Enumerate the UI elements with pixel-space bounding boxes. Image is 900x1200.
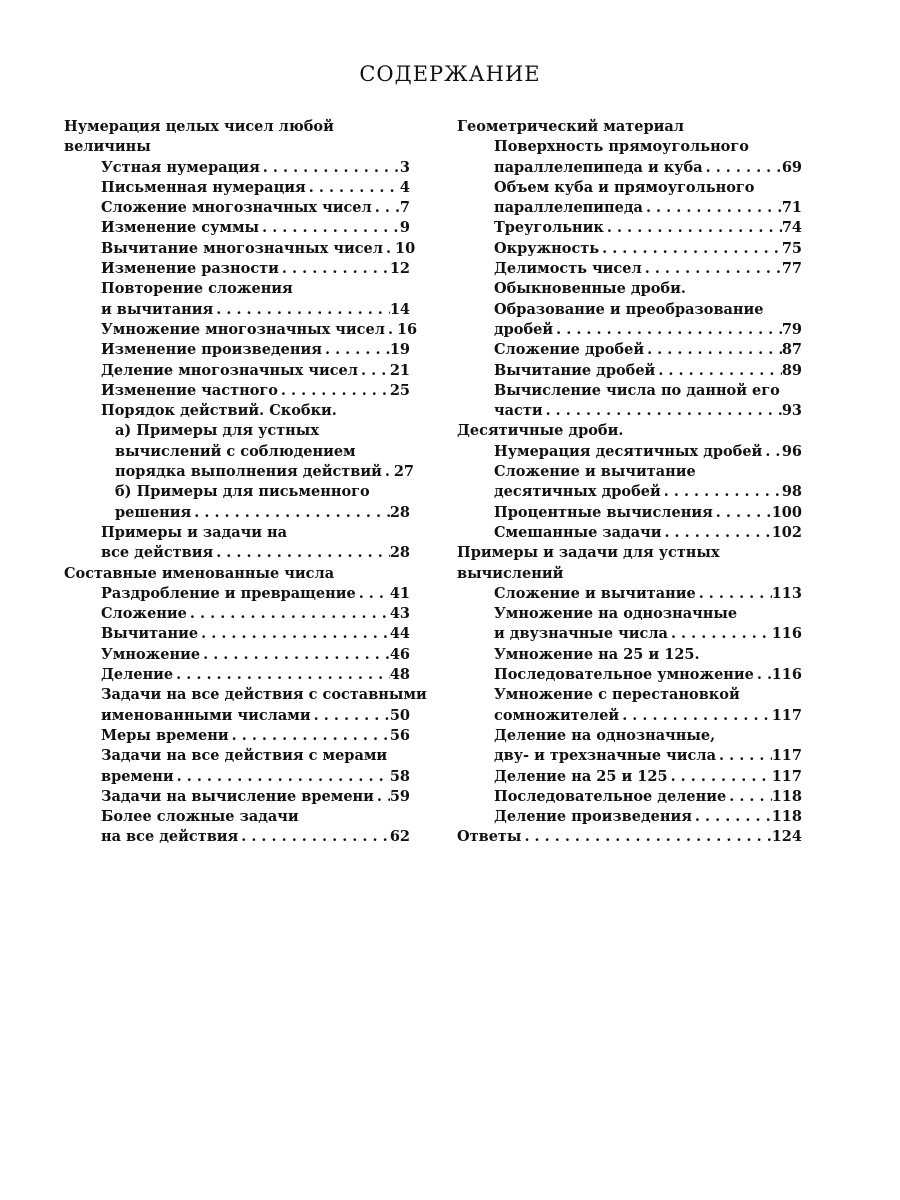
toc-page-number: 87 [781,341,802,359]
toc-entry [64,259,410,279]
dot-leader [311,706,390,726]
toc-entry-title: именованными числами [101,706,311,724]
toc-entry-title: Примеры и задачи для устных [457,544,720,562]
toc-entry-title: Сложение и вычитание [494,463,696,481]
toc-entry [457,340,802,360]
page-title: СОДЕРЖАНИЕ [359,62,541,86]
toc-entry-title: Умножение [101,645,201,663]
toc-entry-title: и двузначные числа [494,625,668,643]
dot-leader [356,584,390,604]
toc-page-number: 89 [781,361,802,379]
dot-leader [260,158,400,178]
toc-entry [457,178,802,219]
toc-section-heading [64,564,410,584]
toc-entry-title: Составные именованные числа [64,564,335,582]
toc-entry [64,746,410,787]
toc-entry-title: Деление на 25 и 125 [494,767,668,785]
toc-entry-title: вычислений [457,564,564,582]
toc-page-number: 28 [389,544,410,562]
toc-entry-title: Нумерация целых чисел любой [64,118,334,135]
toc-entry-title: Объем куба и прямоугольного [494,178,755,196]
toc-page-number: 16 [396,320,418,338]
toc-page-number: 14 [389,300,410,318]
toc-entry-title: Письменная нумерация [101,178,306,196]
toc-page-number: 28 [389,503,410,521]
toc-page-number: 62 [389,828,410,846]
dot-leader [696,584,772,604]
toc-entry-title: параллелепипеда [494,199,643,217]
toc-entry-title: Десятичные дроби. [457,422,624,440]
dot-leader [229,726,390,746]
dot-leader [322,340,390,360]
toc-entry-title: Процентные вычисления [494,503,713,521]
toc-entry-title: Геометрический материал [457,118,685,135]
toc-page-number: 118 [771,787,802,805]
toc-entry-title: Сложение дробей [494,341,645,359]
toc-page-number: 117 [771,747,802,765]
toc-page-number: 46 [389,645,410,663]
dot-leader [619,706,772,726]
toc-entry-title: Окружность [494,239,600,257]
dot-leader [372,198,400,218]
dot-leader [716,746,772,766]
toc-page-number: 98 [781,483,802,501]
dot-leader [521,827,771,847]
dot-leader [655,361,782,381]
toc-entry-title: Раздробление и превращение [101,584,356,602]
dot-leader [553,320,782,340]
toc-entry [457,279,802,299]
toc-entry-title: Изменение разности [101,260,279,278]
dot-leader [703,158,782,178]
toc-entry-title: Вычисление числа по данной его [494,381,780,399]
dot-leader [200,645,390,665]
toc-page-number: 10 [394,239,416,257]
dot-leader [383,239,395,259]
toc-entry-title: Ответы [457,828,522,846]
toc-entry-title: и вычитания [101,300,214,318]
toc-column-left [64,117,427,848]
toc-entry-title: вычислений с соблюдением [115,442,356,460]
dot-leader [174,767,390,787]
toc-entry [64,482,410,523]
toc-entry-title: а) Примеры для устных [115,422,319,440]
toc-entry-title: десятичных дробей [494,483,661,501]
toc-entry [457,523,802,543]
toc-entry [64,401,410,421]
toc-entry [457,645,802,665]
toc-page-number: 4 [399,178,410,196]
toc-page-number: 21 [389,361,410,379]
toc-entry-title: Изменение суммы [101,219,260,237]
toc-entry [64,787,410,807]
toc-section-heading [457,543,802,584]
toc-page-number: 9 [399,219,410,237]
dot-leader [726,787,772,807]
toc-page-number: 50 [389,706,410,724]
toc-entry-title: Нумерация десятичных дробей [494,442,763,460]
toc-page-number: 74 [781,219,802,237]
toc-entry [457,462,802,503]
toc-page-number: 48 [389,666,410,684]
dot-leader [385,320,397,340]
dot-leader [661,482,782,502]
toc-entry-title: Сложение многозначных чисел [101,199,372,217]
toc-page-number: 27 [393,463,415,481]
toc-page-number: 56 [389,726,410,744]
dot-leader [762,442,781,462]
toc-page-number: 7 [399,199,410,217]
dot-leader [213,300,390,320]
toc-page-number: 25 [389,381,410,399]
toc-entry-title: дву- и трехзначные числа [494,747,716,765]
toc-entry [457,442,802,462]
toc-entry [64,604,410,624]
toc-entry-title: Смешанные задачи [494,523,662,541]
toc-entry-title: Обыкновенные дроби. [494,280,686,298]
dot-leader [668,624,772,644]
toc-entry-title: Умножение многозначных чисел [101,320,385,338]
toc-entry [64,178,410,198]
toc-page-number: 116 [771,666,802,684]
toc-entry [457,584,802,604]
toc-entry-title: Задачи на вычисление времени [101,787,374,805]
toc-entry-title: Сложение и вычитание [494,584,696,602]
toc-entry-title: Делимость чисел [494,260,642,278]
toc-page-number: 117 [771,767,802,785]
toc-section-heading [457,421,802,441]
toc-entry-title: Последовательное умножение [494,666,754,684]
dot-leader [599,239,782,259]
toc-entry [64,340,410,360]
toc-entry [64,279,410,320]
dot-leader [692,807,772,827]
toc-page-number: 71 [781,199,802,217]
toc-page-number: 12 [389,260,410,278]
toc-entry [457,300,802,341]
dot-leader [306,178,400,198]
toc-page-number: 93 [781,402,802,420]
dot-leader [358,361,390,381]
toc-entry-title: Устная нумерация [101,158,260,176]
dot-leader [754,665,772,685]
toc-page-number: 3 [399,158,410,176]
toc-page-number: 96 [781,442,802,460]
toc-entry [457,767,802,787]
toc-entry-title: решения [115,503,192,521]
toc-page-number: 75 [781,239,802,257]
toc-entry-title: Последовательное деление [494,787,727,805]
toc-entry [457,604,802,645]
dot-leader [173,665,390,685]
dot-leader [191,503,390,523]
toc-entry-title: Вычитание дробей [494,361,656,379]
toc-entry [64,320,418,340]
toc-page-number: 116 [771,625,802,643]
toc-entry [457,259,802,279]
dot-leader [668,767,772,787]
toc-entry-title: на все действия [101,828,239,846]
toc-page-number: 100 [771,503,802,521]
dot-leader [644,340,782,360]
toc-page-number: 19 [389,341,410,359]
toc-entry [457,665,802,685]
dot-leader [259,218,400,238]
dot-leader [278,381,390,401]
toc-entry [64,198,410,218]
dot-leader [643,198,782,218]
toc-entry-title: все действия [101,544,214,562]
toc-section-heading [457,117,802,137]
dot-leader [604,218,782,238]
dot-leader [238,827,390,847]
toc-entry-title: б) Примеры для письменного [115,483,370,501]
toc-section-heading [457,827,802,847]
toc-entry-title: Порядок действий. Скобки. [101,402,337,420]
toc-section-heading [64,117,410,158]
toc-entry-title: Более сложные задачи [101,808,299,826]
dot-leader [279,259,390,279]
toc-entry-title: Меры времени [101,726,229,744]
toc-entry-title: времени [101,767,174,785]
toc-entry-title: величины [64,138,151,156]
dot-leader [642,259,782,279]
toc-entry [457,137,802,178]
toc-entry [457,239,802,259]
toc-page-number: 102 [771,523,802,541]
toc-entry [64,421,415,482]
toc-page-number: 43 [389,605,410,623]
toc-entry [457,503,802,523]
toc-entry-title: Умножение на однозначные [494,605,738,623]
dot-leader [382,462,394,482]
toc-page-number: 79 [781,320,802,338]
toc-page-number: 58 [389,767,410,785]
dot-leader [213,543,390,563]
toc-entry-title: Задачи на все действия с мерами [101,747,388,765]
dot-leader [543,401,782,421]
toc-entry [64,726,410,746]
toc-page-number: 59 [389,787,410,805]
toc-page-number: 124 [771,828,802,846]
toc-entry [64,685,427,726]
toc-entry [64,523,410,564]
toc-entry [457,381,802,422]
toc-entry-title: Умножение с перестановкой [494,686,740,704]
toc-entry-title: порядка выполнения действий [115,463,382,481]
toc-entry [64,624,410,644]
toc-entry [457,218,802,238]
toc-page-number: 44 [389,625,410,643]
toc-page-number: 41 [389,584,410,602]
toc-entry [64,645,410,665]
toc-entry-title: Умножение на 25 и 125. [494,645,700,663]
toc-entry-title: Сложение [101,605,187,623]
toc-entry-title: Деление многозначных чисел [101,361,359,379]
toc-entry [64,807,410,848]
toc-entry [64,665,410,685]
toc-entry-title: части [494,402,543,420]
toc-entry-title: Деление произведения [494,808,692,826]
toc-entry [64,584,410,604]
toc-entry-title: сомножителей [494,706,620,724]
dot-leader [713,503,772,523]
toc-entry-title: Вычитание [101,625,199,643]
dot-leader [374,787,390,807]
toc-entry-title: Изменение частного [101,381,278,399]
toc-entry [64,239,416,259]
toc-entry [457,787,802,807]
toc-entry [64,158,410,178]
toc-entry [457,685,802,726]
toc-entry-title: Деление [101,666,174,684]
toc-entry-title: Деление на однозначные, [494,726,716,744]
dot-leader [187,604,390,624]
toc-entry-title: Задачи на все действия с составными [101,686,427,704]
toc-page-number: 69 [781,158,802,176]
toc-entry [64,218,410,238]
toc-entry [457,361,802,381]
toc-entry-title: дробей [494,320,554,338]
toc-page-number: 118 [771,808,802,826]
toc-entry-title: Изменение произведения [101,341,322,359]
toc-entry-title: Вычитание многозначных чисел [101,239,383,257]
toc-entry-title: параллелепипеда и куба [494,158,703,176]
toc-entry-title: Треугольник [494,219,604,237]
toc-entry [64,361,410,381]
toc-entry-title: Образование и преобразование [494,300,764,318]
toc-page-number: 77 [781,260,802,278]
toc-entry [64,381,410,401]
toc-entry-title: Примеры и задачи на [101,523,288,541]
toc-column-right [457,117,802,848]
dot-leader [198,624,390,644]
toc-entry [457,726,802,767]
dot-leader [661,523,771,543]
toc-entry-title: Поверхность прямоугольного [494,138,749,156]
toc-entry-title: Повторение сложения [101,280,293,298]
toc-entry [457,807,802,827]
toc-page-number: 113 [771,584,802,602]
toc-page-number: 117 [771,706,802,724]
